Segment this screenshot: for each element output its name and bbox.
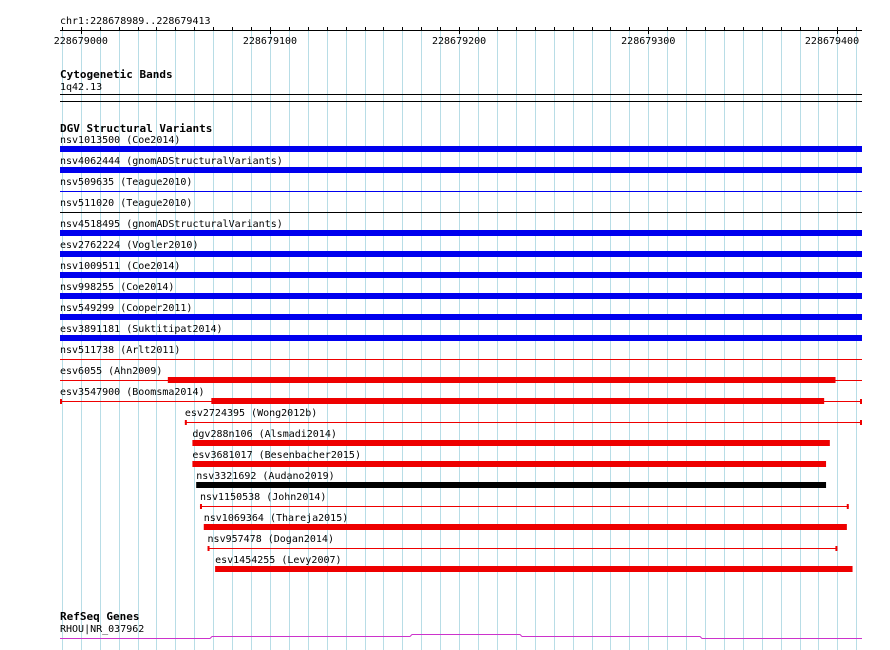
dgv-feature-bar[interactable] [60, 146, 862, 152]
dgv-feature-bar[interactable] [60, 293, 862, 299]
dgv-feature-bar[interactable] [60, 230, 862, 236]
dgv-feature-start-cap [200, 504, 202, 509]
dgv-feature[interactable] [60, 366, 862, 383]
dgv-feature-bar[interactable] [60, 167, 862, 173]
dgv-feature-label[interactable]: esv6055 (Ahn2009) [60, 366, 163, 377]
dgv-feature-label[interactable]: dgv288n106 (Alsmadi2014) [192, 429, 337, 440]
dgv-feature-label[interactable]: nsv998255 (Coe2014) [60, 282, 175, 293]
dgv-feature-bar[interactable] [60, 251, 862, 257]
dgv-feature[interactable] [196, 471, 826, 488]
dgv-feature[interactable] [60, 261, 862, 278]
dgv-feature-bar[interactable] [60, 272, 862, 278]
dgv-feature-bar[interactable] [60, 335, 862, 341]
cytoband-label: 1q42.13 [60, 82, 103, 93]
location-label: chr1:228678989..228679413 [60, 16, 211, 27]
dgv-feature[interactable] [185, 408, 862, 425]
dgv-feature-label[interactable]: nsv957478 (Dogan2014) [207, 534, 334, 545]
dgv-feature-label[interactable]: nsv511738 (Arlt2011) [60, 345, 181, 356]
dgv-feature-label[interactable]: nsv1069364 (Thareja2015) [203, 513, 349, 524]
cytogenetic-bands-track-title[interactable]: Cytogenetic Bands [60, 68, 173, 81]
dgv-feature[interactable] [215, 555, 852, 572]
dgv-feature-bar[interactable] [192, 440, 829, 446]
ruler-tick-label: 228679100 [242, 36, 298, 47]
dgv-feature[interactable] [192, 450, 826, 467]
dgv-feature[interactable] [204, 513, 847, 530]
dgv-feature-label[interactable]: nsv4518495 (gnomADStructuralVariants) [60, 219, 283, 230]
dgv-feature-bar[interactable] [196, 482, 826, 488]
refseq-genes-track-title[interactable]: RefSeq Genes [60, 610, 140, 623]
dgv-feature-bar[interactable] [192, 461, 826, 467]
dgv-feature-bar[interactable] [168, 377, 836, 383]
dgv-feature[interactable] [60, 135, 862, 152]
dgv-feature-label[interactable]: esv2724395 (Wong2012b) [184, 408, 318, 419]
dgv-feature-label[interactable]: nsv3321692 (Audano2019) [196, 471, 335, 482]
dgv-feature[interactable] [60, 156, 862, 173]
dgv-feature-label[interactable]: esv3681017 (Besenbacher2015) [192, 450, 361, 461]
dgv-feature[interactable] [60, 177, 862, 192]
dgv-feature-end-cap [860, 399, 862, 404]
dgv-feature[interactable] [60, 219, 862, 236]
dgv-feature-bar[interactable] [60, 314, 862, 320]
dgv-feature-start-cap [185, 420, 187, 425]
dgv-feature-label[interactable]: nsv511020 (Teague2010) [60, 198, 193, 209]
dgv-feature[interactable] [208, 534, 838, 551]
dgv-feature-bar[interactable] [211, 398, 824, 404]
dgv-feature[interactable] [200, 492, 849, 509]
cytoband-ideogram[interactable] [60, 95, 862, 102]
dgv-feature-end-cap [835, 546, 837, 551]
dgv-feature-start-cap [60, 399, 62, 404]
dgv-track-title[interactable]: DGV Structural Variants [60, 122, 213, 135]
dgv-feature[interactable] [192, 429, 829, 446]
gene-transcript[interactable] [60, 635, 862, 639]
dgv-feature-start-cap [208, 546, 210, 551]
dgv-feature-label[interactable]: nsv1150538 (John2014) [199, 492, 327, 503]
dgv-feature[interactable] [60, 345, 862, 360]
ruler-tick-label: 228679400 [804, 36, 860, 47]
dgv-feature-label[interactable]: esv3891181 (Suktitipat2014) [60, 324, 223, 335]
ruler-tick-label: 228679300 [621, 36, 676, 47]
dgv-feature-label[interactable]: esv3547900 (Boomsma2014) [60, 387, 205, 398]
dgv-feature-bar[interactable] [215, 566, 852, 572]
dgv-feature-end-cap [860, 420, 862, 425]
dgv-feature[interactable] [60, 240, 862, 257]
dgv-feature[interactable] [60, 387, 862, 404]
dgv-feature[interactable] [60, 303, 862, 320]
dgv-feature[interactable] [60, 324, 862, 341]
ruler-tick-label: 228679000 [53, 36, 108, 47]
dgv-feature[interactable] [60, 282, 862, 299]
dgv-structural-variants-track[interactable] [60, 135, 862, 572]
dgv-feature-end-cap [847, 504, 849, 509]
dgv-feature-label[interactable]: nsv4062444 (gnomADStructuralVariants) [60, 156, 283, 167]
dgv-feature-bar[interactable] [204, 524, 847, 530]
dgv-feature[interactable] [60, 198, 862, 213]
dgv-feature-label[interactable]: esv1454255 (Levy2007) [215, 555, 342, 566]
dgv-feature-label[interactable]: nsv1009511 (Coe2014) [60, 261, 181, 272]
dgv-feature-label[interactable]: esv2762224 (Vogler2010) [60, 240, 199, 251]
gene-label[interactable]: RHOU|NR_037962 [60, 624, 145, 635]
dgv-feature-label[interactable]: nsv549299 (Cooper2011) [60, 303, 193, 314]
dgv-feature-label[interactable]: nsv509635 (Teague2010) [60, 177, 193, 188]
dgv-feature-label[interactable]: nsv1013500 (Coe2014) [60, 135, 181, 146]
scale-ruler[interactable] [54, 27, 862, 47]
ruler-tick-label: 228679200 [432, 36, 487, 47]
